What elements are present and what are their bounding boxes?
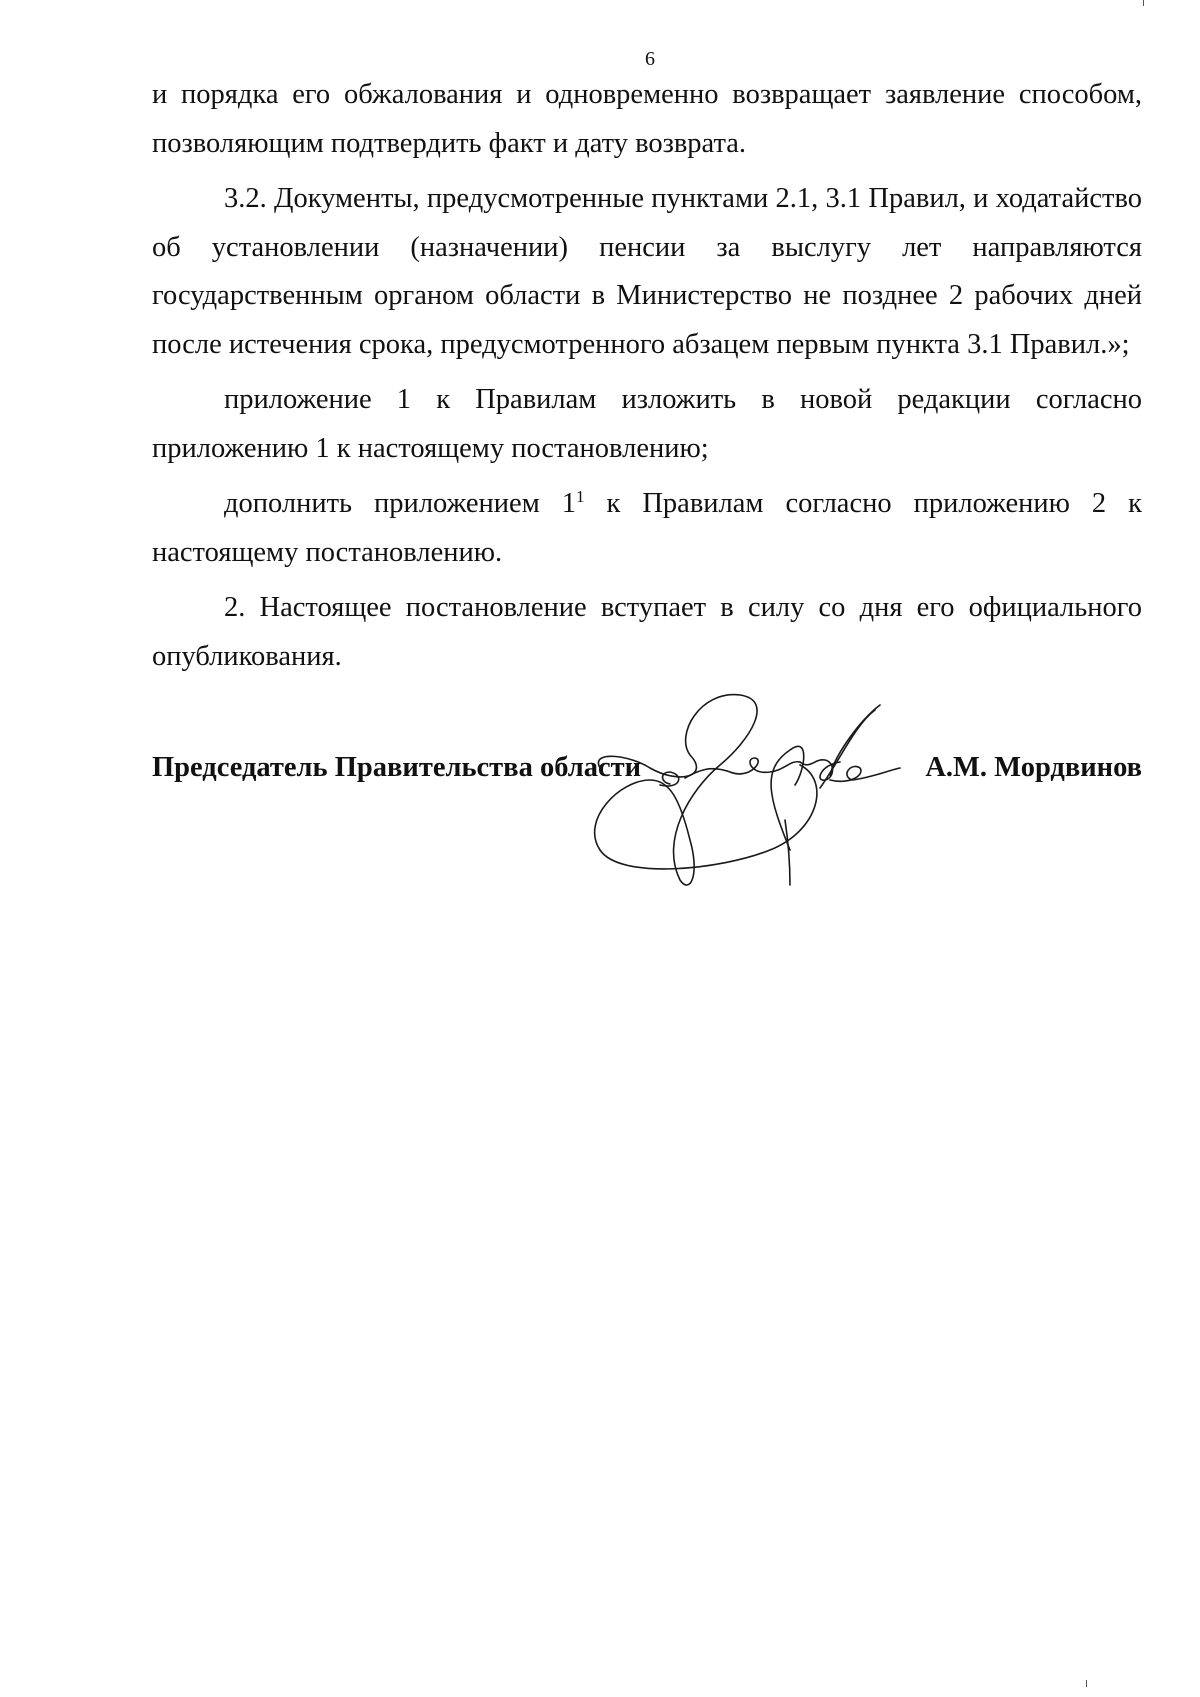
scan-edge-mark-top	[1143, 0, 1144, 6]
superscript-index: 1	[575, 487, 585, 506]
paragraph-appendix-1: приложение 1 к Правилам изложить в новой редакции согласно приложению 1 к настоящему постановлению;	[152, 384, 1142, 464]
paragraph-appendix-1-1	[152, 480, 1142, 577]
paragraph-appendix-1-1-end: к Правилам согласно приложению 2 к настоящему постановлению.	[152, 488, 1142, 568]
handwritten-signature	[590, 680, 950, 895]
signatory-name: А.М. Мордвинов	[925, 752, 1142, 783]
document-body	[152, 71, 1142, 688]
scan-edge-mark-bottom	[1086, 1680, 1087, 1687]
signatory-title: Председатель Правительства области	[152, 752, 642, 783]
paragraph-effective-date: 2. Настоящее постановление вступает в силу со дня его официального опубликования.	[152, 592, 1142, 672]
paragraph-appendix-1-1-start: дополнить приложением 1	[224, 488, 576, 519]
paragraph-3-2: 3.2. Документы, предусмотренные пунктами 2.1, 3.1 Правил, и ходатайство об установлении (назначении) пенсии за выслугу лет направляются государственным органом области в Министерство не позднее 2 рабочих дней после истечения срока, предусмотренного абзацем первым пункта 3.1 Правил.»;	[152, 183, 1142, 360]
page-number: 6	[645, 48, 655, 70]
paragraph-continuation: и порядка его обжалования и одновременно возвращает заявление способом, позволяющим подтвердить факт и дату возврата.	[152, 79, 1142, 159]
